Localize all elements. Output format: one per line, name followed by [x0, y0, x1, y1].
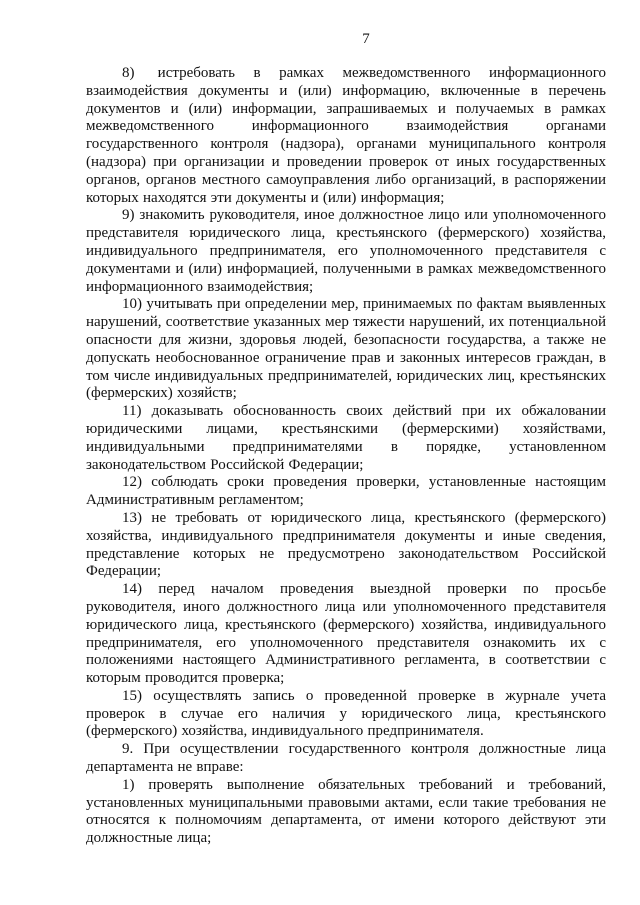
- paragraph-item-11: 11) доказывать обоснованность своих действий при их обжаловании юридическими лицами, крестьянскими (фермерскими) хозяйствами, индивидуальными предпринимателями в порядке, установленном законодательством Российской Федерации;: [86, 403, 606, 473]
- paragraph-item-12: 12) соблюдать сроки проведения проверки, установленные настоящим Административным регламентом;: [86, 474, 606, 509]
- paragraph-item-10: 10) учитывать при определении мер, принимаемых по фактам выявленных нарушений, соответствие указанных мер тяжести нарушений, их потенциальной опасности для жизни, здоровья людей, безопасности государства, а также не допускать необоснованное ограничение прав и законных интересов граждан, в том числе индивидуальных предпринимателей, юридических лиц, крестьянских (фермерских) хозяйств;: [86, 296, 606, 402]
- paragraph-item-13: 13) не требовать от юридического лица, крестьянского (фермерского) хозяйства, индивидуального предпринимателя документы и иные сведения, представление которых не предусмотрено законодательством Российской Федерации;: [86, 509, 606, 580]
- paragraph-item-15: 15) осуществлять запись о проведенной проверке в журнале учета проверок в случае его наличия у юридического лица, крестьянского (фермерского) хозяйства, индивидуального предпринимателя.: [86, 687, 606, 740]
- paragraph-item-14: 14) перед началом проведения выездной проверки по просьбе руководителя, иного должностного лица или уполномоченного представителя юридического лица, крестьянского (фермерского) хозяйства, индивидуального предпринимателя, его уполномоченного представителя ознакомить их с положениями настоящего Административного регламента, в соответствии с которым проводится проверка;: [86, 581, 606, 687]
- section-9-item-1: 1) проверять выполнение обязательных требований и требований, установленных муниципальными правовыми актами, если такие требования не относятся к полномочиям департамента, от имени которого действуют эти должностные лица;: [86, 776, 606, 847]
- page-number: 7: [362, 31, 370, 47]
- paragraph-item-8: 8) истребовать в рамках межведомственного информационного взаимодействия документы и (или) информацию, включенные в перечень документов и (или) информации, запрашиваемых и получаемых в рамках межведомственного информационного взаимодействия органами государственного контроля (надзора), органами муниципального контроля (надзора) при организации и проведении проверок от иных государственных органов, органов местного самоуправления либо организаций, в распоряжении которых находятся эти документы и (или) информация;: [86, 65, 606, 206]
- section-9-intro: 9. При осуществлении государственного контроля должностные лица департамента не вправе:: [86, 741, 606, 776]
- paragraph-item-9: 9) знакомить руководителя, иное должностное лицо или уполномоченного представителя юридического лица, крестьянского (фермерского) хозяйства, индивидуального предпринимателя, его уполномоченного представителя с документами и (или) информацией, полученными в рамках межведомственного информационного взаимодействия;: [86, 207, 606, 295]
